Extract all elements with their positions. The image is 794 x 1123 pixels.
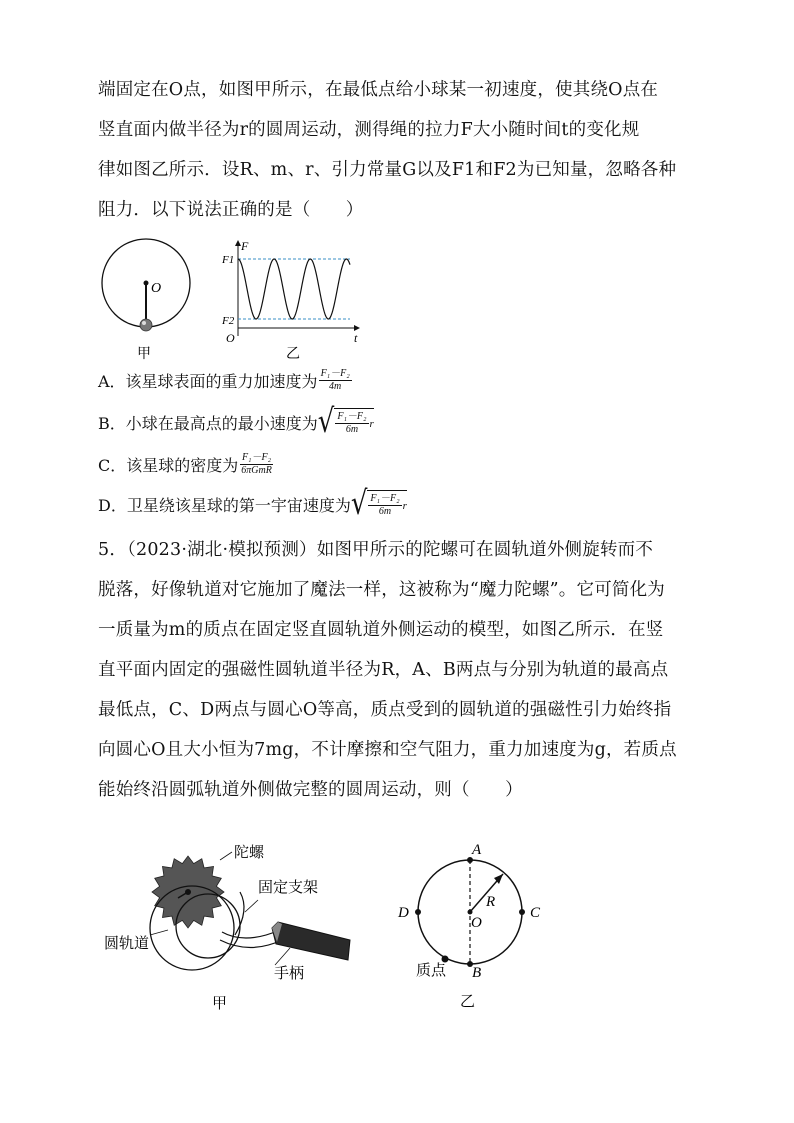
q5-line-5: 最低点，C、D两点与圆心O等高，质点受到的圆轨道的强磁性引力始终指 — [98, 700, 672, 720]
label-track: 圆轨道 — [104, 936, 150, 952]
label-bracket: 固定支架 — [258, 880, 319, 896]
label-d: D — [398, 905, 409, 921]
q5-line-7: 能始终沿圆弧轨道外侧做完整的圆周运动，则（ ） — [98, 780, 523, 800]
option-b-text: B．小球在最高点的最小速度为 — [98, 413, 318, 433]
option-a-fraction: $\frac{\text{F₁－F₂}}{4m}$ — [320, 368, 350, 392]
q5-line-4: 直平面内固定的强磁性圆轨道半径为R，A、B两点与分别为轨道的最高点 — [98, 660, 669, 680]
q5-jia-caption: 甲 — [212, 996, 228, 1012]
q4-figure-jia — [95, 232, 205, 362]
label-b: B — [472, 965, 482, 981]
q4-option-c[interactable] — [98, 452, 274, 477]
q4-option-a[interactable] — [98, 368, 352, 393]
q5-line-6: 向圆心O且大小恒为7mg，不计摩擦和空气阻力，重力加速度为g，若质点 — [98, 740, 677, 760]
option-c-text: C．该星球的密度为 — [98, 456, 239, 475]
q5-line-2: 脱落，好像轨道对它施加了魔法一样，这被称为“魔力陀螺”。它可简化为 — [98, 580, 665, 600]
q4-line-1: 端固定在O点，如图甲所示，在最低点给小球某一初速度，使其绕O点在 — [98, 80, 659, 100]
q4-option-d[interactable] — [98, 485, 407, 523]
q4-figure-yi — [218, 238, 368, 362]
option-a-text: A．该星球表面的重力加速度为 — [98, 372, 318, 391]
yi-label-o: O — [226, 331, 235, 345]
label-c: C — [530, 905, 541, 921]
q5-line-1: 5．（2023·湖北·模拟预测）如图甲所示的陀螺可在圆轨道外侧旋转而不 — [98, 540, 654, 560]
q4-line-4: 阻力．以下说法正确的是（ ） — [98, 200, 364, 220]
q5-line-3: 一质量为m的质点在固定竖直圆轨道外侧运动的模型，如图乙所示．在竖 — [98, 620, 664, 640]
yi-label-f2: F2 — [222, 315, 235, 327]
label-r: R — [486, 894, 496, 910]
q5-figure-jia — [100, 830, 370, 1015]
jia-label-o: O — [151, 281, 162, 296]
q5-figure-yi — [390, 838, 560, 1013]
label-handle: 手柄 — [274, 966, 305, 982]
yi-label-t: t — [354, 331, 358, 345]
option-d-sqrt: √ $\frac{\text{F₁－F₂}}{6m}$ r — [350, 485, 407, 523]
q4-option-b[interactable] — [98, 403, 374, 441]
q5-stem — [98, 530, 698, 810]
option-d-text: D．卫星绕该星球的第一宇宙速度为 — [98, 495, 351, 515]
q4-stem — [98, 70, 698, 230]
label-o: O — [471, 915, 482, 931]
yi-caption: 乙 — [286, 347, 300, 362]
yi-label-f: F — [241, 239, 249, 253]
yi-label-f1: F1 — [222, 254, 235, 266]
label-mass-point: 质点 — [416, 963, 447, 979]
q4-line-2: 竖直面内做半径为r的圆周运动，测得绳的拉力F大小随时间t的变化规 — [98, 120, 640, 140]
q5-yi-caption: 乙 — [460, 994, 476, 1010]
jia-caption: 甲 — [137, 347, 151, 362]
option-b-sqrt: √ $\frac{\text{F₁－F₂}}{6m}$ r — [317, 403, 374, 441]
label-spinning-top: 陀螺 — [234, 845, 265, 861]
q4-line-3: 律如图乙所示．设R、m、r、引力常量G以及F1和F2为已知量，忽略各种 — [98, 160, 677, 180]
force-curve — [238, 259, 350, 319]
label-a: A — [472, 842, 482, 858]
option-c-fraction: $\frac{\text{F₁－F₂}}{\text{6πGmR}}$ — [241, 452, 272, 476]
